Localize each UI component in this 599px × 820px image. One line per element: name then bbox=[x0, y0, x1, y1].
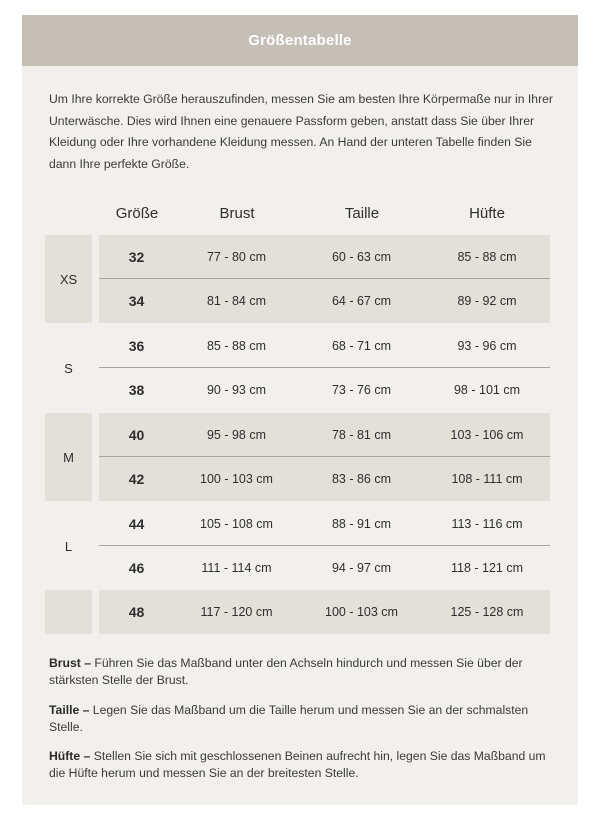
size-chart-title: Größentabelle bbox=[22, 15, 578, 66]
waist-value: 100 - 103 cm bbox=[325, 605, 398, 619]
table-row bbox=[99, 368, 550, 412]
note-text: Stellen Sie sich mit geschlossenen Beinen aufrecht hin, legen Sie das Maßband um die Hüfte herum und messen Sie an der breitesten Stelle. bbox=[49, 749, 546, 780]
col-header-waist: Taille bbox=[344, 205, 380, 222]
table-row bbox=[99, 457, 550, 501]
size-value: 48 bbox=[128, 604, 145, 620]
waist-value: 88 - 91 cm bbox=[331, 517, 392, 531]
note-waist bbox=[49, 702, 554, 736]
table-row bbox=[99, 324, 550, 368]
hip-value: 113 - 116 cm bbox=[451, 517, 523, 531]
waist-value: 83 - 86 cm bbox=[331, 472, 392, 486]
size-value: 36 bbox=[128, 338, 145, 354]
chest-value: 100 - 103 cm bbox=[200, 472, 273, 486]
size-value: 44 bbox=[128, 516, 145, 532]
waist-value: 78 - 81 cm bbox=[331, 428, 392, 442]
table-row bbox=[99, 413, 550, 457]
waist-value: 68 - 71 cm bbox=[331, 339, 392, 353]
hip-value: 89 - 92 cm bbox=[457, 294, 517, 308]
size-value: 34 bbox=[128, 293, 145, 309]
size-value: 46 bbox=[128, 560, 145, 576]
hip-value: 125 - 128 cm bbox=[450, 605, 524, 619]
chest-value: 111 - 114 cm bbox=[201, 561, 272, 575]
note-term: Brust – bbox=[49, 656, 91, 670]
group-label-m: M bbox=[63, 450, 74, 465]
group-label-l: L bbox=[64, 539, 73, 554]
hip-value: 118 - 121 cm bbox=[450, 561, 524, 575]
table-row bbox=[99, 546, 550, 590]
table-row bbox=[99, 502, 550, 546]
table-row bbox=[99, 590, 550, 634]
group-last-bg bbox=[45, 590, 92, 634]
size-chart-card bbox=[22, 15, 578, 805]
chest-value: 81 - 84 cm bbox=[206, 294, 267, 308]
hip-value: 108 - 111 cm bbox=[451, 472, 523, 486]
chest-value: 90 - 93 cm bbox=[206, 383, 267, 397]
col-header-chest: Brust bbox=[219, 205, 255, 222]
note-term: Taille – bbox=[49, 703, 90, 717]
size-value: 38 bbox=[128, 382, 145, 398]
chest-value: 117 - 120 cm bbox=[200, 605, 273, 619]
intro-text: Um Ihre korrekte Größe herauszufinden, messen Sie am besten Ihre Körpermaße nur in Ihrer Unterwäsche. Dies wird Ihnen eine genauere Passform geben, anstatt dass Sie über Ihrer Kleidung oder Ihre vorhandene Kleidung messen. An Hand der unteren Tabelle finden Sie dann Ihre perfekte Größe. bbox=[49, 92, 553, 171]
group-label-xs: XS bbox=[59, 272, 78, 287]
table-row bbox=[99, 235, 550, 279]
group-label-s: S bbox=[64, 361, 73, 376]
chest-value: 85 - 88 cm bbox=[206, 339, 267, 353]
size-value: 42 bbox=[128, 471, 145, 487]
hip-value: 85 - 88 cm bbox=[457, 250, 517, 264]
col-header-hip: Hüfte bbox=[469, 205, 505, 222]
chest-value: 77 - 80 cm bbox=[206, 250, 267, 264]
size-value: 40 bbox=[128, 427, 145, 443]
size-value: 32 bbox=[128, 249, 145, 265]
col-header-size: Größe bbox=[115, 205, 159, 222]
note-text: Legen Sie das Maßband um die Taille herum und messen Sie an der schmalsten Stelle. bbox=[49, 703, 529, 734]
note-term: Hüfte – bbox=[49, 749, 91, 763]
note-hip bbox=[49, 748, 554, 782]
note-text: Führen Sie das Maßband unter den Achseln hindurch und messen Sie über der stärksten Stelle der Brust. bbox=[49, 656, 523, 687]
waist-value: 94 - 97 cm bbox=[331, 561, 392, 575]
waist-value: 64 - 67 cm bbox=[331, 294, 392, 308]
waist-value: 60 - 63 cm bbox=[331, 250, 392, 264]
chest-value: 105 - 108 cm bbox=[200, 517, 273, 531]
waist-value: 73 - 76 cm bbox=[331, 383, 392, 397]
table-row bbox=[99, 279, 550, 323]
hip-value: 103 - 106 cm bbox=[450, 428, 524, 442]
hip-value: 98 - 101 cm bbox=[453, 383, 520, 397]
hip-value: 93 - 96 cm bbox=[457, 339, 517, 353]
note-chest bbox=[49, 655, 554, 689]
chest-value: 95 - 98 cm bbox=[206, 428, 267, 442]
